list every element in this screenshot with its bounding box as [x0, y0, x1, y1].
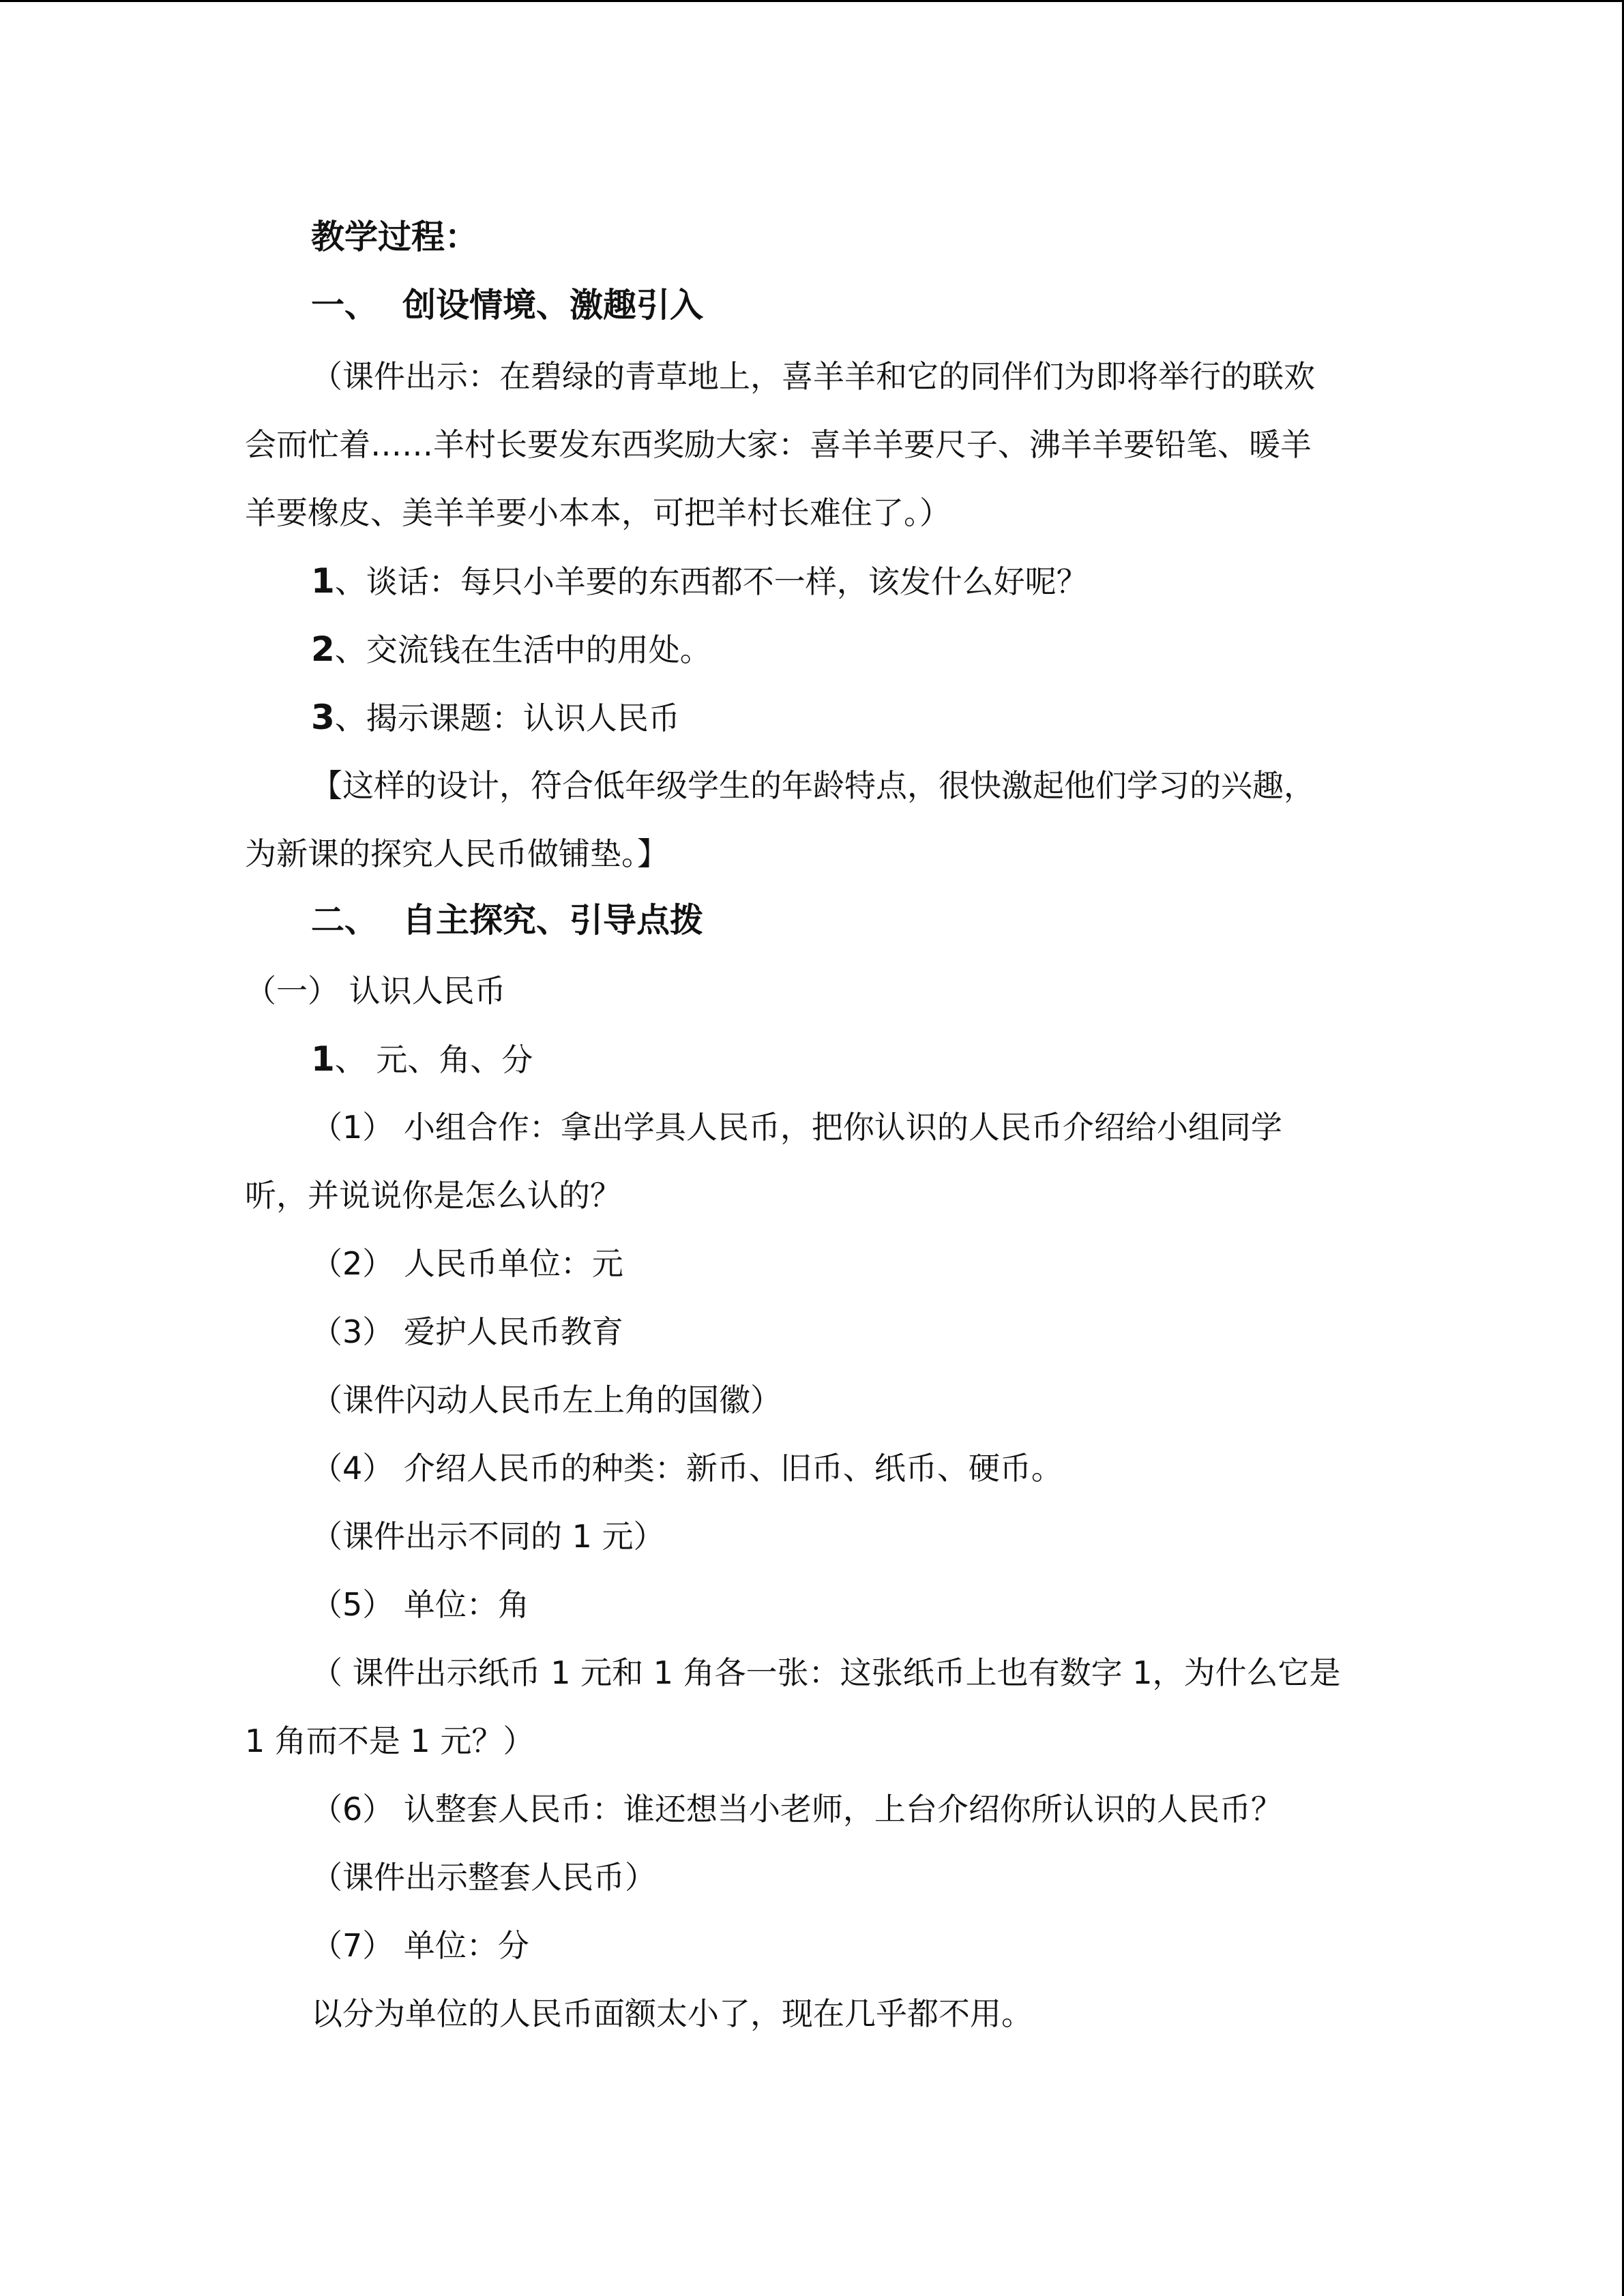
section2-line: （5） 单位：角 [311, 1586, 529, 1623]
item-number: 1 [311, 561, 335, 601]
item-text: 、谈话：每只小羊要的东西都不一样，该发什么好呢？ [334, 563, 1088, 600]
section1-intro-line: （课件出示：在碧绿的青草地上，喜羊羊和它的同伴们为即将举行的联欢 [311, 358, 1315, 395]
section2-line: （7） 单位：分 [311, 1927, 529, 1964]
item-number: 1 [311, 1039, 335, 1079]
document-title: 教学过程： [311, 218, 479, 256]
section2-line: （课件出示不同的 1 元） [311, 1518, 665, 1555]
item-number: 2 [311, 629, 335, 669]
section2-line: （4） 介绍人民币的种类：新币、旧币、纸币、硬币。 [311, 1450, 1063, 1487]
section1-number: 一、 [311, 286, 379, 325]
section2-number: 二、 [311, 901, 379, 940]
section1-heading: 创设情境、激趣引入 [402, 286, 704, 325]
item-text: 、交流钱在生活中的用处。 [334, 631, 711, 668]
section2-heading: 自主探究、引导点拨 [402, 901, 704, 940]
section2-line: 以分为单位的人民币面额太小了，现在几乎都不用。 [311, 1995, 1033, 2032]
item-text: 、揭示课题：认识人民币 [334, 700, 680, 736]
section1-intro-line: 会而忙着……羊村长要发东西奖励大家：喜羊羊要尺子、沸羊羊要铅笔、暖羊 [245, 426, 1312, 463]
item-text: 、 元、角、分 [334, 1041, 533, 1078]
section2-line: 1 角而不是 1 元？） [245, 1723, 535, 1759]
section2-line: （2） 人民币单位：元 [311, 1245, 623, 1282]
section1-intro-line: 羊要橡皮、美羊羊要小本本，可把羊村长难住了。） [245, 494, 951, 531]
section1-item [311, 629, 711, 670]
section2-line: （6） 认整套人民币：谁还想当小老师，上台介绍你所认识的人民币？ [311, 1791, 1282, 1828]
section1-note-line: 【这样的设计，符合低年级学生的年龄特点，很快激起他们学习的兴趣， [311, 767, 1315, 804]
section1-item [311, 697, 680, 739]
section2-line: （课件闪动人民币左上角的国徽） [311, 1382, 782, 1418]
section2-line: （课件出示整套人民币） [311, 1859, 656, 1896]
section2-subheading: （一） 认识人民币 [245, 972, 506, 1009]
section1-note-line: 为新课的探究人民币做铺垫。】 [245, 835, 668, 872]
page-border-top [0, 0, 1624, 2]
section2-line: （1） 小组合作：拿出学具人民币，把你认识的人民币介绍给小组同学 [311, 1109, 1282, 1146]
section2-line: 听，并说说你是怎么认的？ [245, 1177, 621, 1214]
item-number: 3 [311, 698, 335, 737]
section1-item [311, 561, 1088, 602]
section2-item [311, 1039, 533, 1080]
section2-line: （3） 爱护人民币教育 [311, 1313, 623, 1350]
section2-line: （ 课件出示纸币 1 元和 1 角各一张：这张纸币上也有数字 1，为什么它是 [311, 1654, 1341, 1691]
